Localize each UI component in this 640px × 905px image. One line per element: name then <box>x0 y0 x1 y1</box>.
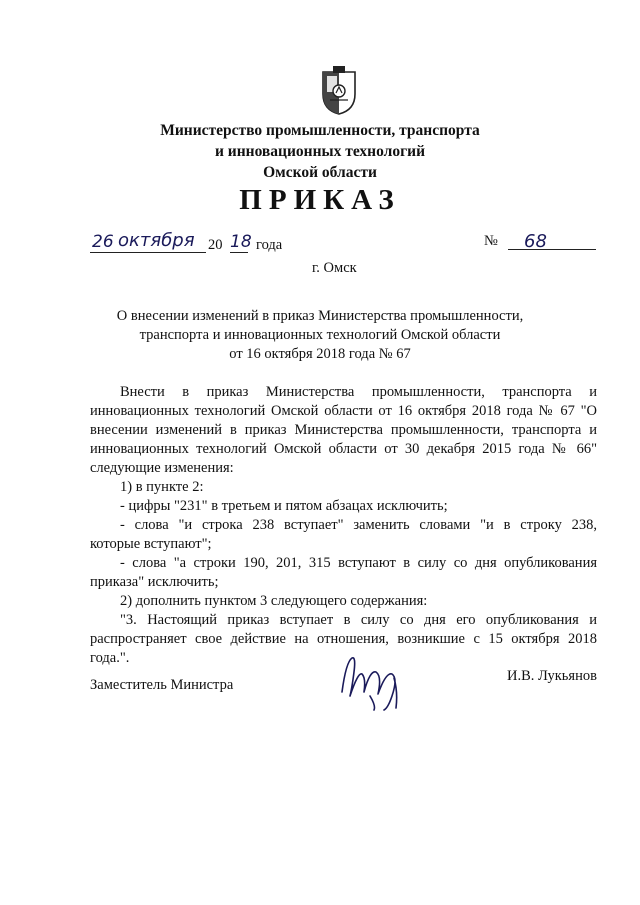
body-line: инновационных технологий Омской области от 30 декабря 2015 года № 66" <box>90 441 597 457</box>
date-year-prefix: 20 <box>208 237 223 253</box>
body-line: Внести в приказ Министерства промышленности, транспорта и <box>120 384 597 400</box>
order-title-line: от 16 октября 2018 года № 67 <box>229 346 411 362</box>
body-line: 1) в пункте 2: <box>120 479 204 495</box>
body-line: приказа" исключить; <box>90 574 219 590</box>
signatory-position: Заместитель Министра <box>90 677 234 693</box>
body-line: внесении изменений в приказ Министерства промышленности, транспорта и <box>90 422 597 438</box>
body-line: следующие изменения: <box>90 460 234 476</box>
coat-of-arms-emblem <box>320 64 358 116</box>
handwritten-date-day: 26 <box>92 232 114 252</box>
body-line: - слова "и строка 238 вступает" заменить словами "и в строку 238, <box>120 517 597 533</box>
order-title-line: транспорта и инновационных технологий Омской области <box>139 327 501 343</box>
document-type-heading: ПРИКАЗ <box>239 184 401 216</box>
order-title-line: О внесении изменений в приказ Министерства промышленности, <box>116 308 524 324</box>
city: г. Омск <box>312 260 357 276</box>
date-underline <box>90 252 206 253</box>
handwritten-date-month: октября <box>118 230 195 251</box>
handwritten-order-number: 68 <box>524 231 547 252</box>
year-underline <box>230 252 248 253</box>
body-line: - цифры "231" в третьем и пятом абзацах исключить; <box>120 498 448 514</box>
body-line: 2) дополнить пунктом 3 следующего содержания: <box>120 593 428 609</box>
body-line: года.". <box>90 650 130 666</box>
ministry-name-line-2: и инновационных технологий <box>214 143 426 160</box>
ministry-name-line-1: Министерство промышленности, транспорта <box>160 122 480 139</box>
signatory-name: И.В. Лукьянов <box>507 668 597 684</box>
ministry-name-line-3: Омской области <box>263 164 377 181</box>
body-line: инновационных технологий Омской области от 16 октября 2018 года № 67 "О <box>90 403 597 419</box>
order-number-sign: № <box>484 233 498 249</box>
body-line: распространяет свое действие на отношения, возникшие с 15 октября 2018 <box>90 631 597 647</box>
handwritten-signature <box>336 652 418 712</box>
date-year-word: года <box>256 237 283 253</box>
body-line: "3. Настоящий приказ вступает в силу со дня его опубликования и <box>120 612 597 628</box>
body-line: - слова "а строки 190, 201, 315 вступают в силу со дня опубликования <box>120 555 597 571</box>
body-line: которые вступают"; <box>90 536 212 552</box>
handwritten-date-year: 18 <box>230 232 252 252</box>
number-underline <box>508 249 596 250</box>
